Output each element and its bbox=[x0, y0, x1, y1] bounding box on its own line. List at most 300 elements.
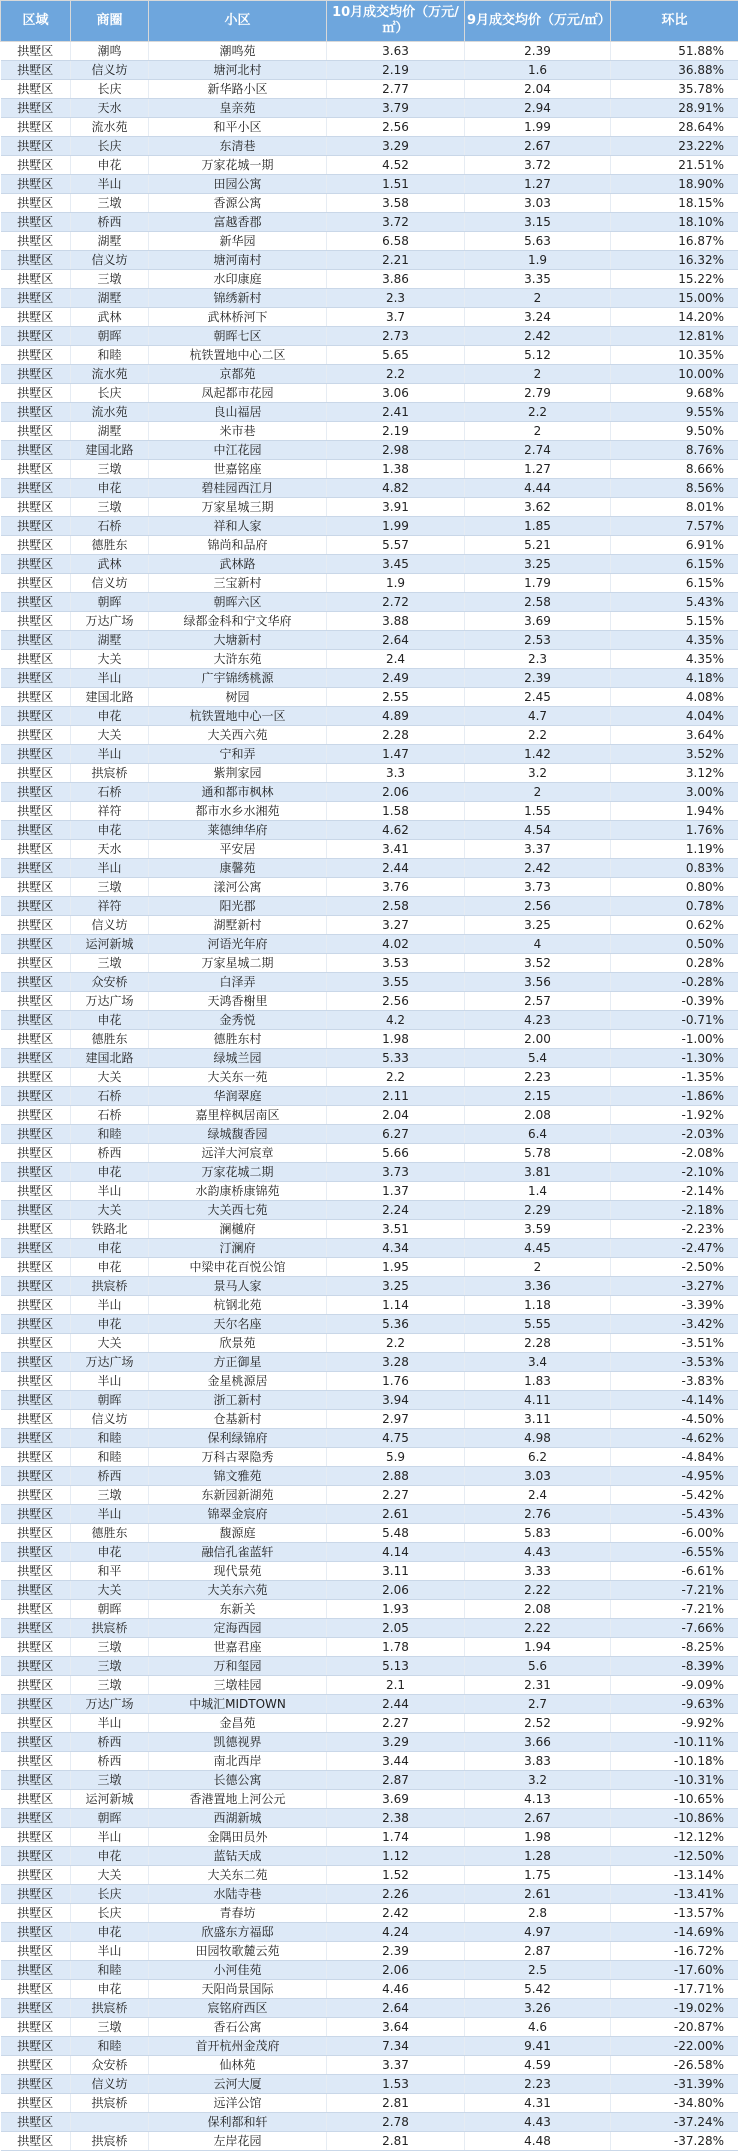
cell-change: -1.86% bbox=[611, 1087, 738, 1106]
cell-business-circle: 德胜东 bbox=[71, 1524, 149, 1543]
cell-change: 51.88% bbox=[611, 42, 738, 61]
cell-change: -20.87% bbox=[611, 2018, 738, 2037]
cell-sep-price: 5.63 bbox=[465, 232, 611, 251]
table-row bbox=[1, 346, 738, 365]
table-row bbox=[1, 2132, 738, 2151]
cell-district: 拱墅区 bbox=[1, 61, 71, 80]
cell-sep-price: 4 bbox=[465, 935, 611, 954]
cell-business-circle: 申花 bbox=[71, 1980, 149, 1999]
cell-change: 3.52% bbox=[611, 745, 738, 764]
table-row bbox=[1, 517, 738, 536]
cell-sep-price: 3.83 bbox=[465, 1752, 611, 1771]
cell-community: 三宝新村 bbox=[149, 574, 327, 593]
cell-business-circle: 万达广场 bbox=[71, 612, 149, 631]
cell-community: 祥和人家 bbox=[149, 517, 327, 536]
table-row bbox=[1, 1581, 738, 1600]
cell-oct-price: 4.52 bbox=[327, 156, 465, 175]
cell-oct-price: 3.3 bbox=[327, 764, 465, 783]
cell-community: 融信孔雀蓝轩 bbox=[149, 1543, 327, 1562]
cell-sep-price: 2 bbox=[465, 422, 611, 441]
cell-sep-price: 3.25 bbox=[465, 916, 611, 935]
cell-oct-price: 4.75 bbox=[327, 1429, 465, 1448]
table-row bbox=[1, 213, 738, 232]
cell-change: -5.43% bbox=[611, 1505, 738, 1524]
cell-community: 凤起都市花园 bbox=[149, 384, 327, 403]
cell-community: 紫荆家园 bbox=[149, 764, 327, 783]
cell-community: 杭铁置地中心一区 bbox=[149, 707, 327, 726]
cell-community: 水印康庭 bbox=[149, 270, 327, 289]
cell-change: 9.50% bbox=[611, 422, 738, 441]
cell-change: 28.91% bbox=[611, 99, 738, 118]
cell-oct-price: 2.28 bbox=[327, 726, 465, 745]
cell-district: 拱墅区 bbox=[1, 118, 71, 137]
table-body bbox=[1, 42, 738, 2151]
table-row bbox=[1, 1657, 738, 1676]
header-sep-avg-price: 9月成交均价（万元/㎡） bbox=[465, 1, 611, 42]
table-row bbox=[1, 1942, 738, 1961]
cell-community: 武林桥河下 bbox=[149, 308, 327, 327]
table-row bbox=[1, 878, 738, 897]
cell-change: 8.56% bbox=[611, 479, 738, 498]
cell-community: 香石公寓 bbox=[149, 2018, 327, 2037]
cell-community: 锦翠金宸府 bbox=[149, 1505, 327, 1524]
cell-business-circle: 祥符 bbox=[71, 897, 149, 916]
cell-sep-price: 3.69 bbox=[465, 612, 611, 631]
cell-business-circle: 三墩 bbox=[71, 194, 149, 213]
cell-community: 长德公寓 bbox=[149, 1771, 327, 1790]
cell-sep-price: 5.4 bbox=[465, 1049, 611, 1068]
cell-change: -3.42% bbox=[611, 1315, 738, 1334]
cell-sep-price: 2 bbox=[465, 783, 611, 802]
cell-community: 云河大厦 bbox=[149, 2075, 327, 2094]
cell-community: 康馨苑 bbox=[149, 859, 327, 878]
cell-business-circle: 祥符 bbox=[71, 802, 149, 821]
cell-change: -4.14% bbox=[611, 1391, 738, 1410]
cell-business-circle: 大关 bbox=[71, 1581, 149, 1600]
cell-sep-price: 2 bbox=[465, 289, 611, 308]
cell-sep-price: 1.18 bbox=[465, 1296, 611, 1315]
cell-district: 拱墅区 bbox=[1, 1847, 71, 1866]
cell-community: 武林路 bbox=[149, 555, 327, 574]
cell-business-circle: 半山 bbox=[71, 175, 149, 194]
cell-change: -2.50% bbox=[611, 1258, 738, 1277]
cell-sep-price: 1.55 bbox=[465, 802, 611, 821]
cell-district: 拱墅区 bbox=[1, 935, 71, 954]
cell-sep-price: 1.6 bbox=[465, 61, 611, 80]
cell-oct-price: 1.74 bbox=[327, 1828, 465, 1847]
cell-sep-price: 4.43 bbox=[465, 2113, 611, 2132]
cell-sep-price: 3.11 bbox=[465, 1410, 611, 1429]
cell-community: 东新园新湖苑 bbox=[149, 1486, 327, 1505]
cell-oct-price: 3.63 bbox=[327, 42, 465, 61]
cell-community: 凯德视界 bbox=[149, 1733, 327, 1752]
cell-sep-price: 3.52 bbox=[465, 954, 611, 973]
table-row bbox=[1, 384, 738, 403]
table-header-row bbox=[1, 1, 738, 42]
cell-district: 拱墅区 bbox=[1, 517, 71, 536]
cell-community: 小河佳苑 bbox=[149, 1961, 327, 1980]
cell-community: 田园牧歌麓云苑 bbox=[149, 1942, 327, 1961]
cell-oct-price: 2.06 bbox=[327, 1581, 465, 1600]
cell-sep-price: 2.7 bbox=[465, 1695, 611, 1714]
cell-community: 平安居 bbox=[149, 840, 327, 859]
cell-district: 拱墅区 bbox=[1, 536, 71, 555]
cell-sep-price: 5.12 bbox=[465, 346, 611, 365]
cell-district: 拱墅区 bbox=[1, 2018, 71, 2037]
cell-business-circle: 和睦 bbox=[71, 1429, 149, 1448]
cell-district: 拱墅区 bbox=[1, 232, 71, 251]
table-row bbox=[1, 232, 738, 251]
table-row bbox=[1, 460, 738, 479]
cell-oct-price: 2.04 bbox=[327, 1106, 465, 1125]
cell-sep-price: 3.81 bbox=[465, 1163, 611, 1182]
cell-district: 拱墅区 bbox=[1, 2037, 71, 2056]
cell-change: -10.31% bbox=[611, 1771, 738, 1790]
table-row bbox=[1, 42, 738, 61]
cell-sep-price: 2.8 bbox=[465, 1904, 611, 1923]
cell-district: 拱墅区 bbox=[1, 1581, 71, 1600]
cell-community: 万家花城一期 bbox=[149, 156, 327, 175]
cell-district: 拱墅区 bbox=[1, 1790, 71, 1809]
table-row bbox=[1, 61, 738, 80]
cell-change: -16.72% bbox=[611, 1942, 738, 1961]
cell-change: 3.00% bbox=[611, 783, 738, 802]
table-row bbox=[1, 270, 738, 289]
cell-community: 天鸿香榭里 bbox=[149, 992, 327, 1011]
cell-oct-price: 1.53 bbox=[327, 2075, 465, 2094]
table-row bbox=[1, 2056, 738, 2075]
cell-change: 36.88% bbox=[611, 61, 738, 80]
cell-business-circle: 桥西 bbox=[71, 1144, 149, 1163]
cell-community: 万家花城二期 bbox=[149, 1163, 327, 1182]
cell-sep-price: 3.2 bbox=[465, 764, 611, 783]
cell-change: -0.28% bbox=[611, 973, 738, 992]
table-row bbox=[1, 365, 738, 384]
table-row bbox=[1, 1068, 738, 1087]
table-row bbox=[1, 1524, 738, 1543]
cell-sep-price: 1.27 bbox=[465, 460, 611, 479]
cell-oct-price: 2.19 bbox=[327, 422, 465, 441]
cell-change: 18.15% bbox=[611, 194, 738, 213]
cell-sep-price: 2.39 bbox=[465, 42, 611, 61]
cell-change: -9.09% bbox=[611, 1676, 738, 1695]
cell-oct-price: 3.29 bbox=[327, 1733, 465, 1752]
cell-sep-price: 2.58 bbox=[465, 593, 611, 612]
cell-sep-price: 3.56 bbox=[465, 973, 611, 992]
table-row bbox=[1, 1277, 738, 1296]
cell-business-circle: 三墩 bbox=[71, 954, 149, 973]
cell-community: 方正御星 bbox=[149, 1353, 327, 1372]
cell-sep-price: 1.99 bbox=[465, 118, 611, 137]
cell-sep-price: 2.5 bbox=[465, 1961, 611, 1980]
cell-community: 绿都金科和宁文华府 bbox=[149, 612, 327, 631]
cell-oct-price: 2.41 bbox=[327, 403, 465, 422]
cell-business-circle: 申花 bbox=[71, 821, 149, 840]
cell-business-circle: 大关 bbox=[71, 1201, 149, 1220]
cell-business-circle: 和睦 bbox=[71, 346, 149, 365]
cell-business-circle: 和睦 bbox=[71, 1961, 149, 1980]
cell-sep-price: 2 bbox=[465, 1258, 611, 1277]
cell-community: 树园 bbox=[149, 688, 327, 707]
cell-community: 潮鸣苑 bbox=[149, 42, 327, 61]
cell-business-circle: 石桥 bbox=[71, 1106, 149, 1125]
cell-business-circle: 德胜东 bbox=[71, 536, 149, 555]
cell-change: -2.23% bbox=[611, 1220, 738, 1239]
cell-sep-price: 3.36 bbox=[465, 1277, 611, 1296]
cell-business-circle: 长庆 bbox=[71, 1904, 149, 1923]
cell-district: 拱墅区 bbox=[1, 270, 71, 289]
cell-district: 拱墅区 bbox=[1, 365, 71, 384]
cell-community: 阳光郡 bbox=[149, 897, 327, 916]
cell-oct-price: 2.98 bbox=[327, 441, 465, 460]
cell-oct-price: 2.1 bbox=[327, 1676, 465, 1695]
cell-oct-price: 1.99 bbox=[327, 517, 465, 536]
cell-oct-price: 2.27 bbox=[327, 1486, 465, 1505]
cell-district: 拱墅区 bbox=[1, 1448, 71, 1467]
table-row bbox=[1, 2113, 738, 2132]
cell-district: 拱墅区 bbox=[1, 1562, 71, 1581]
table-row bbox=[1, 327, 738, 346]
cell-change: -17.71% bbox=[611, 1980, 738, 1999]
cell-district: 拱墅区 bbox=[1, 1030, 71, 1049]
cell-business-circle: 三墩 bbox=[71, 460, 149, 479]
cell-oct-price: 1.78 bbox=[327, 1638, 465, 1657]
table-row bbox=[1, 1163, 738, 1182]
table-row bbox=[1, 650, 738, 669]
cell-change: 7.57% bbox=[611, 517, 738, 536]
cell-change: 5.43% bbox=[611, 593, 738, 612]
cell-business-circle: 申花 bbox=[71, 1239, 149, 1258]
cell-sep-price: 3.2 bbox=[465, 1771, 611, 1790]
cell-district: 拱墅区 bbox=[1, 2094, 71, 2113]
cell-community: 天尔名座 bbox=[149, 1315, 327, 1334]
table-row bbox=[1, 156, 738, 175]
cell-change: -2.14% bbox=[611, 1182, 738, 1201]
cell-change: -2.10% bbox=[611, 1163, 738, 1182]
cell-business-circle: 信义坊 bbox=[71, 574, 149, 593]
cell-change: -0.71% bbox=[611, 1011, 738, 1030]
cell-community: 通和都市枫林 bbox=[149, 783, 327, 802]
cell-oct-price: 1.76 bbox=[327, 1372, 465, 1391]
cell-oct-price: 2.42 bbox=[327, 1904, 465, 1923]
cell-oct-price: 2.81 bbox=[327, 2094, 465, 2113]
table-row bbox=[1, 1144, 738, 1163]
cell-district: 拱墅区 bbox=[1, 1866, 71, 1885]
cell-business-circle bbox=[71, 2113, 149, 2132]
cell-sep-price: 9.41 bbox=[465, 2037, 611, 2056]
table-row bbox=[1, 403, 738, 422]
cell-change: -3.83% bbox=[611, 1372, 738, 1391]
cell-change: -17.60% bbox=[611, 1961, 738, 1980]
cell-oct-price: 2.06 bbox=[327, 783, 465, 802]
table-row bbox=[1, 2037, 738, 2056]
cell-business-circle: 申花 bbox=[71, 479, 149, 498]
cell-oct-price: 1.93 bbox=[327, 1600, 465, 1619]
cell-sep-price: 5.6 bbox=[465, 1657, 611, 1676]
cell-business-circle: 拱宸桥 bbox=[71, 1999, 149, 2018]
cell-change: 4.04% bbox=[611, 707, 738, 726]
cell-change: 28.64% bbox=[611, 118, 738, 137]
cell-community: 米市巷 bbox=[149, 422, 327, 441]
cell-business-circle: 长庆 bbox=[71, 137, 149, 156]
cell-oct-price: 2.05 bbox=[327, 1619, 465, 1638]
table-row bbox=[1, 441, 738, 460]
cell-oct-price: 6.58 bbox=[327, 232, 465, 251]
cell-business-circle: 武林 bbox=[71, 555, 149, 574]
cell-district: 拱墅区 bbox=[1, 707, 71, 726]
cell-change: 16.32% bbox=[611, 251, 738, 270]
cell-oct-price: 3.94 bbox=[327, 1391, 465, 1410]
cell-change: -2.08% bbox=[611, 1144, 738, 1163]
cell-sep-price: 6.2 bbox=[465, 1448, 611, 1467]
cell-oct-price: 2.27 bbox=[327, 1714, 465, 1733]
cell-oct-price: 2.56 bbox=[327, 992, 465, 1011]
table-row bbox=[1, 1714, 738, 1733]
cell-sep-price: 6.4 bbox=[465, 1125, 611, 1144]
cell-sep-price: 2.22 bbox=[465, 1619, 611, 1638]
table-row bbox=[1, 422, 738, 441]
cell-district: 拱墅区 bbox=[1, 1296, 71, 1315]
cell-district: 拱墅区 bbox=[1, 1125, 71, 1144]
cell-change: -9.92% bbox=[611, 1714, 738, 1733]
cell-district: 拱墅区 bbox=[1, 821, 71, 840]
cell-business-circle: 建国北路 bbox=[71, 688, 149, 707]
cell-business-circle: 半山 bbox=[71, 1828, 149, 1847]
cell-business-circle: 朝晖 bbox=[71, 593, 149, 612]
cell-sep-price: 2 bbox=[465, 365, 611, 384]
cell-district: 拱墅区 bbox=[1, 1011, 71, 1030]
cell-change: 3.64% bbox=[611, 726, 738, 745]
table-row bbox=[1, 1315, 738, 1334]
cell-district: 拱墅区 bbox=[1, 1258, 71, 1277]
cell-change: -10.18% bbox=[611, 1752, 738, 1771]
table-row bbox=[1, 1220, 738, 1239]
table-row bbox=[1, 916, 738, 935]
cell-business-circle: 信义坊 bbox=[71, 2075, 149, 2094]
cell-change: -19.02% bbox=[611, 1999, 738, 2018]
cell-community: 绿城馥香园 bbox=[149, 1125, 327, 1144]
cell-oct-price: 2.61 bbox=[327, 1505, 465, 1524]
cell-community: 中城汇MIDTOWN bbox=[149, 1695, 327, 1714]
header-community: 小区 bbox=[149, 1, 327, 42]
cell-community: 保利都和轩 bbox=[149, 2113, 327, 2132]
table-row bbox=[1, 631, 738, 650]
cell-oct-price: 5.33 bbox=[327, 1049, 465, 1068]
cell-oct-price: 2.87 bbox=[327, 1771, 465, 1790]
cell-community: 香源公寓 bbox=[149, 194, 327, 213]
cell-business-circle: 长庆 bbox=[71, 80, 149, 99]
cell-oct-price: 2.44 bbox=[327, 859, 465, 878]
table-row bbox=[1, 194, 738, 213]
cell-business-circle: 三墩 bbox=[71, 1638, 149, 1657]
cell-oct-price: 4.34 bbox=[327, 1239, 465, 1258]
cell-oct-price: 3.58 bbox=[327, 194, 465, 213]
cell-sep-price: 5.55 bbox=[465, 1315, 611, 1334]
cell-oct-price: 4.62 bbox=[327, 821, 465, 840]
cell-community: 金秀悦 bbox=[149, 1011, 327, 1030]
cell-district: 拱墅区 bbox=[1, 1543, 71, 1562]
cell-district: 拱墅区 bbox=[1, 1657, 71, 1676]
table-row bbox=[1, 1353, 738, 1372]
cell-sep-price: 5.42 bbox=[465, 1980, 611, 1999]
cell-oct-price: 3.11 bbox=[327, 1562, 465, 1581]
cell-business-circle: 湖墅 bbox=[71, 289, 149, 308]
cell-district: 拱墅区 bbox=[1, 1220, 71, 1239]
cell-district: 拱墅区 bbox=[1, 1182, 71, 1201]
cell-business-circle: 石桥 bbox=[71, 1087, 149, 1106]
cell-change: 15.22% bbox=[611, 270, 738, 289]
cell-business-circle: 大关 bbox=[71, 1068, 149, 1087]
table-row bbox=[1, 783, 738, 802]
cell-business-circle: 拱宸桥 bbox=[71, 1619, 149, 1638]
cell-sep-price: 2.42 bbox=[465, 859, 611, 878]
cell-oct-price: 2.77 bbox=[327, 80, 465, 99]
cell-community: 定海西园 bbox=[149, 1619, 327, 1638]
cell-community: 皇亲苑 bbox=[149, 99, 327, 118]
cell-district: 拱墅区 bbox=[1, 1524, 71, 1543]
header-oct-avg-price: 10月成交均价（万元/㎡） bbox=[327, 1, 465, 42]
cell-sep-price: 4.11 bbox=[465, 1391, 611, 1410]
cell-business-circle: 三墩 bbox=[71, 1657, 149, 1676]
cell-community: 嘉里梓枫居南区 bbox=[149, 1106, 327, 1125]
cell-community: 世嘉铭座 bbox=[149, 460, 327, 479]
cell-business-circle: 三墩 bbox=[71, 1771, 149, 1790]
cell-sep-price: 3.24 bbox=[465, 308, 611, 327]
cell-district: 拱墅区 bbox=[1, 422, 71, 441]
cell-sep-price: 3.59 bbox=[465, 1220, 611, 1239]
cell-business-circle: 半山 bbox=[71, 1372, 149, 1391]
cell-business-circle: 桥西 bbox=[71, 1467, 149, 1486]
cell-business-circle: 朝晖 bbox=[71, 1600, 149, 1619]
table-row bbox=[1, 1695, 738, 1714]
cell-district: 拱墅区 bbox=[1, 2075, 71, 2094]
cell-business-circle: 信义坊 bbox=[71, 251, 149, 270]
cell-oct-price: 2.11 bbox=[327, 1087, 465, 1106]
cell-change: 9.68% bbox=[611, 384, 738, 403]
cell-sep-price: 2.15 bbox=[465, 1087, 611, 1106]
cell-district: 拱墅区 bbox=[1, 460, 71, 479]
cell-community: 天阳尚景国际 bbox=[149, 1980, 327, 1999]
cell-district: 拱墅区 bbox=[1, 289, 71, 308]
cell-change: 4.08% bbox=[611, 688, 738, 707]
cell-community: 莱德绅华府 bbox=[149, 821, 327, 840]
cell-district: 拱墅区 bbox=[1, 631, 71, 650]
table-row bbox=[1, 1258, 738, 1277]
header-mom-change: 环比 bbox=[611, 1, 738, 42]
cell-oct-price: 4.02 bbox=[327, 935, 465, 954]
cell-sep-price: 2.87 bbox=[465, 1942, 611, 1961]
cell-community: 欣景苑 bbox=[149, 1334, 327, 1353]
cell-oct-price: 5.66 bbox=[327, 1144, 465, 1163]
cell-change: -13.41% bbox=[611, 1885, 738, 1904]
cell-district: 拱墅区 bbox=[1, 1068, 71, 1087]
cell-district: 拱墅区 bbox=[1, 1942, 71, 1961]
cell-business-circle: 湖墅 bbox=[71, 232, 149, 251]
cell-district: 拱墅区 bbox=[1, 80, 71, 99]
cell-change: -3.51% bbox=[611, 1334, 738, 1353]
cell-community: 富越香郡 bbox=[149, 213, 327, 232]
cell-oct-price: 2.24 bbox=[327, 1201, 465, 1220]
cell-oct-price: 1.51 bbox=[327, 175, 465, 194]
cell-sep-price: 1.94 bbox=[465, 1638, 611, 1657]
cell-change: 16.87% bbox=[611, 232, 738, 251]
cell-change: 0.83% bbox=[611, 859, 738, 878]
cell-business-circle: 申花 bbox=[71, 156, 149, 175]
table-row bbox=[1, 1372, 738, 1391]
cell-community: 金昌苑 bbox=[149, 1714, 327, 1733]
cell-change: -2.47% bbox=[611, 1239, 738, 1258]
table-row bbox=[1, 536, 738, 555]
